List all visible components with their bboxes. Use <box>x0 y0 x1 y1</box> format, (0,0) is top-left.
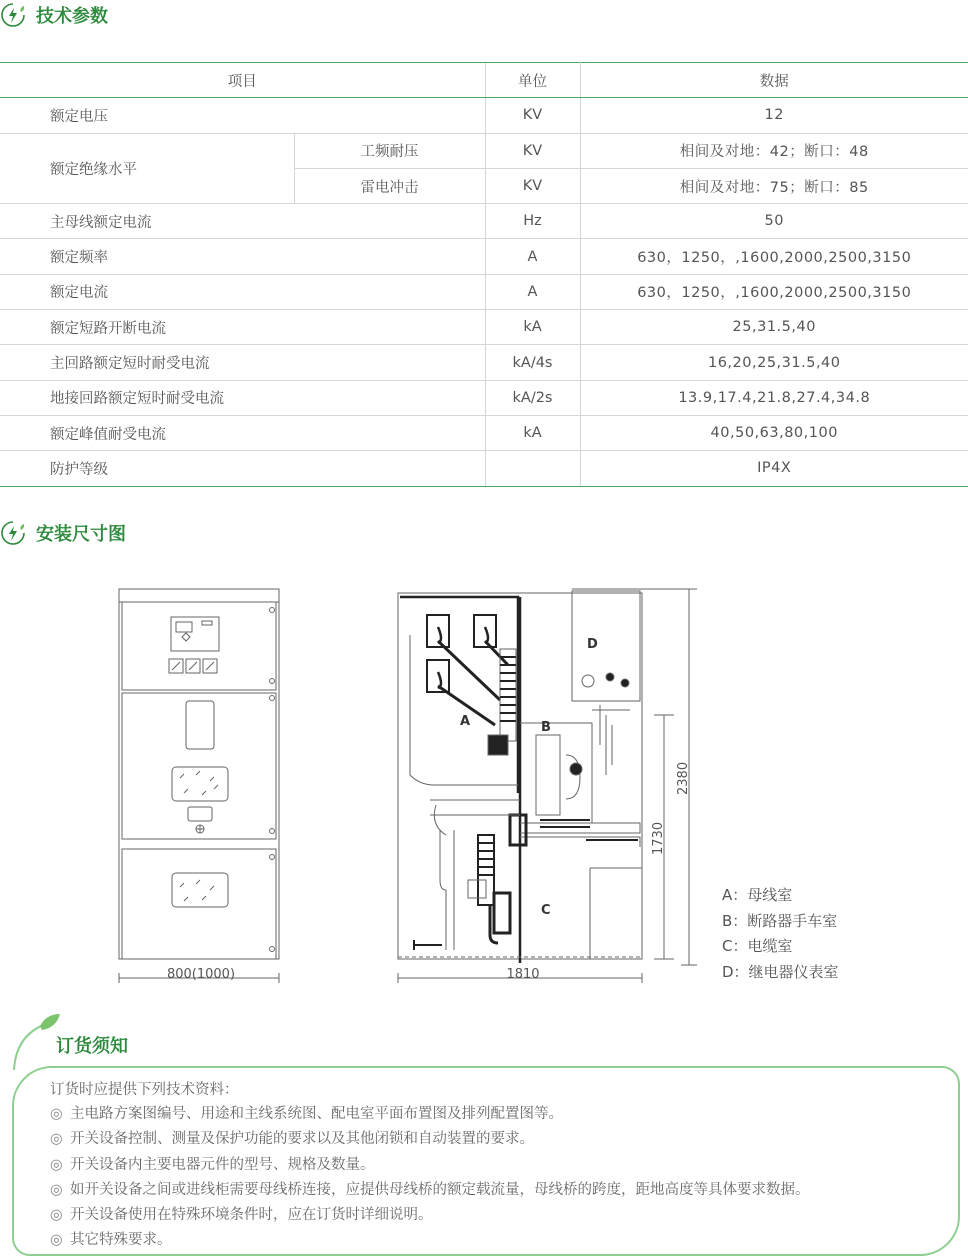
bullet-icon: ◎ <box>50 1232 63 1249</box>
order-title: 订货须知 <box>56 1036 128 1057</box>
list-item <box>50 1178 810 1203</box>
section-title: 安装尺寸图 <box>36 524 126 545</box>
legend-item: C：电缆室 <box>722 937 793 955</box>
param-value: 630，1250，,1600,2000,2500,3150 <box>580 239 968 274</box>
param-unit: KV <box>485 98 580 133</box>
table-row <box>0 310 968 345</box>
param-name: 地接回路额定短时耐受电流 <box>0 380 485 415</box>
param-name: 额定绝缘水平 <box>0 133 294 204</box>
list-item-text: 开关设备控制、测量及保护功能的要求以及其他闭锁和自动装置的要求。 <box>70 1131 534 1148</box>
list-item <box>50 1127 810 1152</box>
param-unit <box>485 451 580 486</box>
list-item-text: 如开关设备之间或进线柜需要母线桥连接，应提供母线桥的额定载流量，母线桥的跨度，距地高度等具体要求数据。 <box>70 1181 810 1198</box>
param-name: 防护等级 <box>0 451 485 486</box>
compartment-label-b: B <box>541 720 551 735</box>
bullet-icon: ◎ <box>50 1131 63 1148</box>
legend-item: B：断路器手车室 <box>722 911 838 930</box>
param-unit: A <box>485 239 580 274</box>
param-unit: Hz <box>485 204 580 239</box>
front-width-label: 800(1000) <box>166 967 236 982</box>
param-name: 主回路额定短时耐受电流 <box>0 345 485 380</box>
side-depth-label: 1810 <box>506 967 540 982</box>
compartment-label-d: D <box>587 637 598 652</box>
legend-item: A：母线室 <box>722 886 793 904</box>
table-row <box>0 451 968 486</box>
param-value: 相间及对地：75；断口：85 <box>580 168 968 203</box>
table-row <box>0 380 968 415</box>
param-unit: A <box>485 274 580 309</box>
lower-height-label: 1730 <box>651 821 666 855</box>
header-unit: 单位 <box>485 63 580 98</box>
total-height-label: 2380 <box>676 761 691 795</box>
param-name: 额定电压 <box>0 98 485 133</box>
list-item <box>50 1102 810 1127</box>
bullet-icon: ◎ <box>50 1156 63 1173</box>
compartment-label-a: A <box>460 714 471 729</box>
list-item-text: 开关设备使用在特殊环境条件时，应在订货时详细说明。 <box>70 1207 433 1224</box>
bullet-icon: ◎ <box>50 1181 63 1198</box>
list-item-text: 开关设备内主要电器元件的型号、规格及数量。 <box>70 1156 375 1173</box>
param-value: 13.9,17.4,21.8,27.4,34.8 <box>580 380 968 415</box>
tech-params-header <box>0 0 108 30</box>
table-row <box>0 239 968 274</box>
lightning-leaf-icon <box>0 2 26 28</box>
compartment-legend <box>722 883 839 985</box>
param-value: 40,50,63,80,100 <box>580 415 968 450</box>
parameters-table <box>0 62 968 487</box>
leaf-icon <box>12 1012 62 1072</box>
param-subname: 工频耐压 <box>294 133 485 168</box>
param-unit: kA <box>485 415 580 450</box>
param-value: IP4X <box>580 451 968 486</box>
param-unit: KV <box>485 168 580 203</box>
list-item-text: 主电路方案图编号、用途和主线系统图、配电室平面布置图及排列配置图等。 <box>70 1106 563 1122</box>
param-value: 16,20,25,31.5,40 <box>580 345 968 380</box>
param-name: 额定短路开断电流 <box>0 310 485 345</box>
lightning-leaf-icon <box>0 520 26 546</box>
list-item <box>50 1153 810 1178</box>
param-name: 额定峰值耐受电流 <box>0 415 485 450</box>
legend-item: D：继电器仪表室 <box>722 962 839 981</box>
table-row <box>0 274 968 309</box>
section-title: 技术参数 <box>36 6 108 27</box>
param-value: 12 <box>580 98 968 133</box>
table-row <box>0 415 968 450</box>
header-data: 数据 <box>580 63 968 98</box>
param-value: 25,31.5,40 <box>580 310 968 345</box>
param-name: 额定频率 <box>0 239 485 274</box>
param-unit: kA/4s <box>485 345 580 380</box>
param-value: 50 <box>580 204 968 239</box>
list-item-text: 其它特殊要求。 <box>70 1232 172 1249</box>
order-list <box>50 1102 810 1254</box>
side-section-view <box>398 589 697 983</box>
order-intro: 订货时应提供下列技术资料： <box>50 1082 239 1098</box>
bullet-icon: ◎ <box>50 1106 63 1122</box>
front-view-cabinet <box>119 589 279 983</box>
list-item <box>50 1228 810 1253</box>
param-unit: kA <box>485 310 580 345</box>
param-subname: 雷电冲击 <box>294 168 485 203</box>
compartment-label-c: C <box>541 903 551 918</box>
param-name: 额定电流 <box>0 274 485 309</box>
table-row <box>0 98 968 133</box>
header-item: 项目 <box>0 63 485 98</box>
param-unit: KV <box>485 133 580 168</box>
param-name: 主母线额定电流 <box>0 204 485 239</box>
param-value: 相间及对地：42；断口：48 <box>580 133 968 168</box>
list-item <box>50 1203 810 1228</box>
bullet-icon: ◎ <box>50 1207 63 1224</box>
param-value: 630，1250，,1600,2000,2500,3150 <box>580 274 968 309</box>
table-row <box>0 133 968 168</box>
install-dims-header <box>0 518 126 548</box>
table-header-row <box>0 63 968 98</box>
param-unit: kA/2s <box>485 380 580 415</box>
table-row <box>0 345 968 380</box>
table-row <box>0 204 968 239</box>
